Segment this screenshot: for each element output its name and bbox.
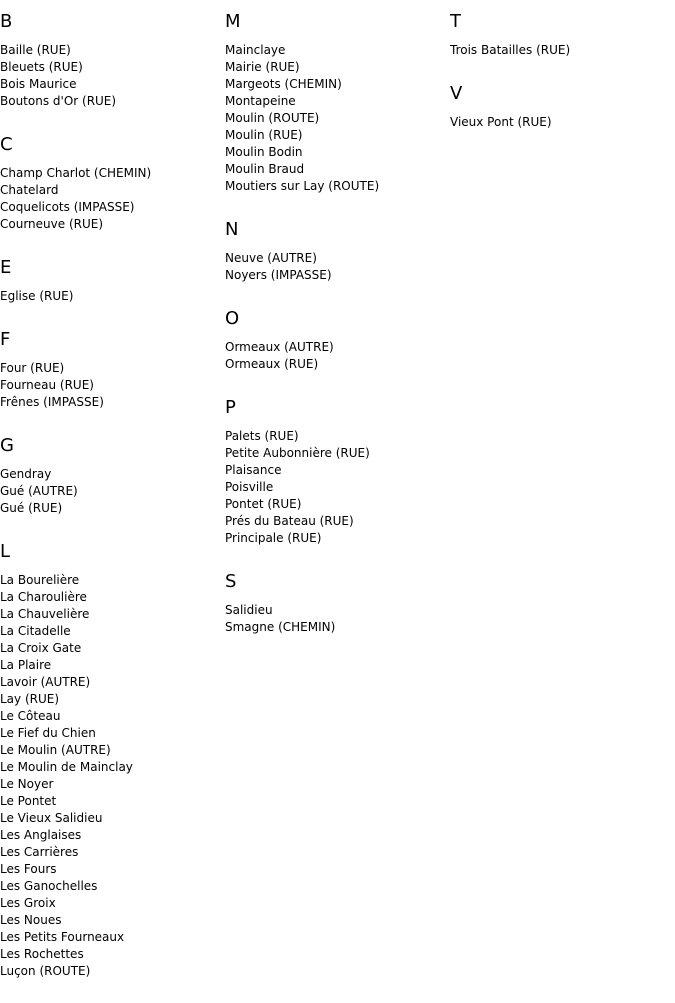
section-letter-heading: O — [225, 308, 240, 329]
street-link[interactable]: Vieux Pont (RUE) — [450, 115, 552, 129]
street-link[interactable]: Les Fours — [0, 862, 57, 876]
street-link[interactable]: Neuve (AUTRE) — [225, 251, 317, 265]
street-index-column-2 — [225, 10, 450, 659]
letter-section — [0, 133, 225, 233]
street-link[interactable]: Coquelicots (IMPASSE) — [0, 200, 135, 214]
section-letter-heading: L — [0, 541, 11, 562]
street-link[interactable]: Pontet (RUE) — [225, 497, 302, 511]
street-link[interactable]: Mainclaye — [225, 43, 286, 57]
street-link[interactable]: La Plaire — [0, 658, 52, 672]
letter-section — [225, 218, 450, 284]
section-letter-heading: C — [0, 134, 13, 155]
street-link[interactable]: Fourneau (RUE) — [0, 378, 94, 392]
street-link[interactable]: Les Carrières — [0, 845, 79, 859]
street-link[interactable]: La Chauvelière — [0, 607, 90, 621]
street-link[interactable]: Noyers (IMPASSE) — [225, 268, 332, 282]
street-link[interactable]: Les Noues — [0, 913, 62, 927]
street-link[interactable]: Les Rochettes — [0, 947, 84, 961]
street-link[interactable]: La Citadelle — [0, 624, 71, 638]
section-letter-heading: M — [225, 11, 241, 32]
letter-section — [0, 328, 225, 411]
street-link[interactable]: Chatelard — [0, 183, 59, 197]
street-link[interactable]: Trois Batailles (RUE) — [450, 43, 571, 57]
street-link[interactable]: Gué (RUE) — [0, 501, 63, 515]
letter-section — [450, 10, 675, 59]
letter-section — [450, 82, 675, 131]
street-link[interactable]: Le Pontet — [0, 794, 57, 808]
street-link[interactable]: Les Groix — [0, 896, 56, 910]
street-link[interactable]: Moulin (ROUTE) — [225, 111, 320, 125]
street-link[interactable]: Le Moulin (AUTRE) — [0, 743, 111, 757]
street-link[interactable]: Salidieu — [225, 603, 273, 617]
street-link[interactable]: Les Anglaises — [0, 828, 82, 842]
street-link[interactable]: Champ Charlot (CHEMIN) — [0, 166, 152, 180]
street-link[interactable]: Eglise (RUE) — [0, 289, 74, 303]
street-link[interactable]: Boutons d'Or (RUE) — [0, 94, 117, 108]
street-link[interactable]: Lavoir (AUTRE) — [0, 675, 91, 689]
street-link[interactable]: Le Vieux Salidieu — [0, 811, 103, 825]
letter-section — [225, 307, 450, 373]
letter-section — [225, 570, 450, 636]
section-letter-heading: G — [0, 435, 14, 456]
street-link[interactable]: Moulin Braud — [225, 162, 305, 176]
street-link[interactable]: Bleuets (RUE) — [0, 60, 83, 74]
street-link[interactable]: Le Noyer — [0, 777, 54, 791]
street-link[interactable]: Margeots (CHEMIN) — [225, 77, 342, 91]
street-link[interactable]: Le Fief du Chien — [0, 726, 96, 740]
section-letter-heading: T — [450, 11, 461, 32]
street-link[interactable]: Plaisance — [225, 463, 282, 477]
street-link[interactable]: La Bourelière — [0, 573, 80, 587]
street-link[interactable]: La Charoulière — [0, 590, 87, 604]
street-link[interactable]: Luçon (ROUTE) — [0, 964, 91, 978]
section-letter-heading: P — [225, 397, 236, 418]
street-link[interactable]: Les Petits Fourneaux — [0, 930, 125, 944]
section-letter-heading: B — [0, 11, 13, 32]
street-link[interactable]: Principale (RUE) — [225, 531, 322, 545]
section-letter-heading: S — [225, 571, 237, 592]
street-link[interactable]: Moulin (RUE) — [225, 128, 303, 142]
letter-section — [0, 434, 225, 517]
letter-section — [225, 396, 450, 547]
street-link[interactable]: Moulin Bodin — [225, 145, 303, 159]
street-link[interactable]: Gué (AUTRE) — [0, 484, 78, 498]
letter-section — [0, 256, 225, 305]
street-index-column-3 — [450, 10, 675, 154]
street-link[interactable]: Ormeaux (RUE) — [225, 357, 319, 371]
street-link[interactable]: Moutiers sur Lay (ROUTE) — [225, 179, 380, 193]
street-link[interactable]: Smagne (CHEMIN) — [225, 620, 336, 634]
street-link[interactable]: Four (RUE) — [0, 361, 65, 375]
street-link[interactable]: Gendray — [0, 467, 52, 481]
street-link[interactable]: Ormeaux (AUTRE) — [225, 340, 334, 354]
street-index-column-1 — [0, 10, 225, 1003]
section-letter-heading: F — [0, 329, 11, 350]
section-letter-heading: V — [450, 83, 463, 104]
street-link[interactable]: Bois Maurice — [0, 77, 77, 91]
letter-section — [0, 10, 225, 110]
street-link[interactable]: Mairie (RUE) — [225, 60, 300, 74]
street-link[interactable]: Le Moulin de Mainclay — [0, 760, 133, 774]
letter-section — [225, 10, 450, 195]
street-link[interactable]: La Croix Gate — [0, 641, 82, 655]
street-link[interactable]: Le Côteau — [0, 709, 61, 723]
street-link[interactable]: Montapeine — [225, 94, 296, 108]
street-link[interactable]: Prés du Bateau (RUE) — [225, 514, 354, 528]
street-link[interactable]: Les Ganochelles — [0, 879, 98, 893]
street-link[interactable]: Courneuve (RUE) — [0, 217, 104, 231]
street-link[interactable]: Petite Aubonnière (RUE) — [225, 446, 370, 460]
street-link[interactable]: Poisville — [225, 480, 274, 494]
section-letter-heading: E — [0, 257, 12, 278]
section-letter-heading: N — [225, 219, 239, 240]
letter-section — [0, 540, 225, 980]
street-link[interactable]: Lay (RUE) — [0, 692, 60, 706]
street-link[interactable]: Palets (RUE) — [225, 429, 299, 443]
street-link[interactable]: Frênes (IMPASSE) — [0, 395, 104, 409]
street-link[interactable]: Baille (RUE) — [0, 43, 71, 57]
